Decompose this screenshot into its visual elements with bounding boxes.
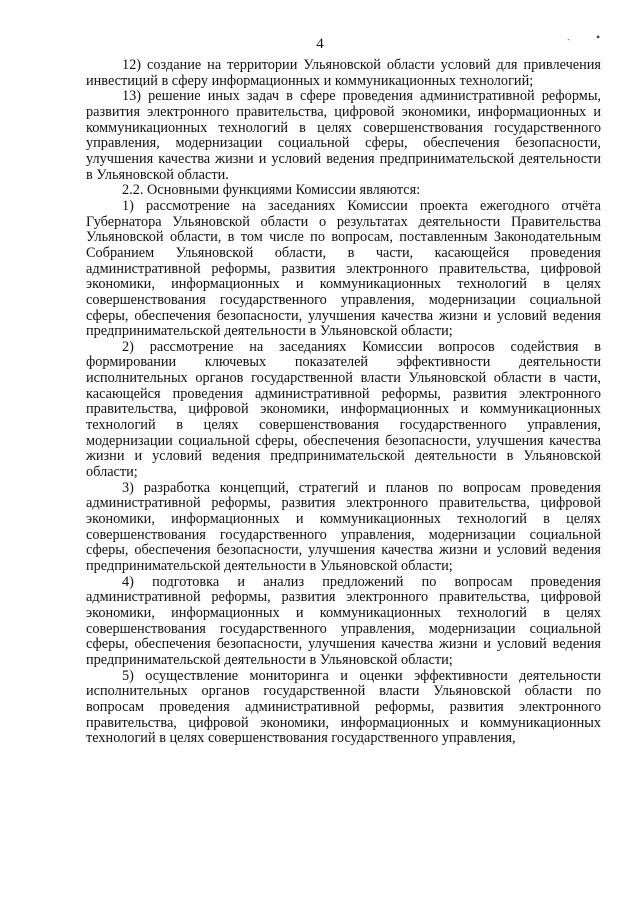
function-item-1: 1) рассмотрение на заседаниях Комиссии проекта ежегодного отчёта Губернатора Ульяновской области о результатах деятельности Правительства Ульяновской области, в том числе по вопросам, поставленным Законодательным Собранием Ульяновской области, в части, касающейся проведения административной реформы, развития электронного правительства, цифровой экономики, информационных и коммуникационных технологий в целях совершенствования государственного управления, модернизации социальной сферы, обеспечения безопасности, улучшения качества жизни и условий ведения предпринимательской деятельности в Ульяновской области; [86,197,601,340]
document-body [86,58,601,747]
paragraph-item-12: 12) создание на территории Ульяновской области условий для привлечения инвестиций в сферу информационных и коммуникационных технологий; [86,57,601,89]
function-item-2: 2) рассмотрение на заседаниях Комиссии вопросов содействия в формировании ключевых показателей эффективности деятельности исполнительных органов государственной власти Ульяновской области в части, касающейся проведения административной реформы, развития электронного правительства, цифровой экономики, информационных и коммуникационных технологий в целях совершенствования государственного управления, модернизации социальной сферы, обеспечения безопасности, улучшения качества жизни и условий ведения предпринимательской деятельности в Ульяновской области; [86,338,601,481]
function-item-5: 5) осуществление мониторинга и оценки эффективности деятельности исполнительных органов государственной власти Ульяновской области по вопросам проведения административной реформы, развития электронного правительства, цифровой экономики, информационных и коммуникационных технологий в целях совершенствования государственного управления, [86,667,601,747]
function-item-4: 4) подготовка и анализ предложений по вопросам проведения административной реформы, развития электронного правительства, цифровой экономики, информационных и коммуникационных технологий в целях совершенствования государственного управления, модернизации социальной сферы, обеспечения безопасности, улучшения качества жизни и условий ведения предпринимательской деятельности в Ульяновской области; [86,573,601,668]
section-heading-2-2: 2.2. Основными функциями Комиссии являются: [122,182,421,199]
scan-mark: • [596,30,601,44]
paragraph-item-13: 13) решение иных задач в сфере проведения административной реформы, развития электронного правительства, цифровой экономики, информационных и коммуникационных технологий в целях совершенствования государственного управления, модернизации социальной сферы, обеспечения безопасности, улучшения качества жизни и условий ведения предпринимательской деятельности в Ульяновской области. [86,88,601,183]
scan-mark: ˏ [567,30,571,41]
page-number: 4 [316,36,324,52]
function-item-3: 3) разработка концепций, стратегий и планов по вопросам проведения административной реформы, развития электронного правительства, цифровой экономики, информационных и коммуникационных технологий в целях совершенствования государственного управления, модернизации социальной сферы, обеспечения безопасности, улучшения качества жизни и условий ведения предпринимательской деятельности в Ульяновской области; [86,479,601,574]
